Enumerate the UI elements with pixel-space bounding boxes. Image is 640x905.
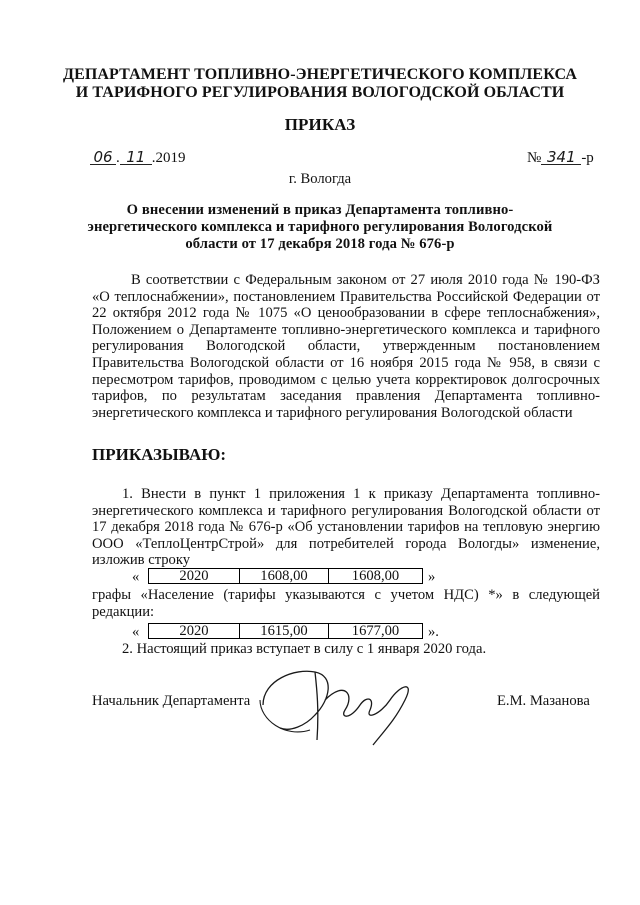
order-number-suffix: -р	[581, 150, 594, 166]
order-date-month: 11	[120, 150, 152, 165]
subject-line2: энергетического комплекса и тарифного регулирования Вологодской	[87, 219, 553, 235]
row-old-value1: 1608,00	[240, 569, 329, 584]
row-old-open-quote: «	[132, 569, 140, 585]
row-new-close-quote: ».	[428, 624, 439, 640]
item-2-paragraph: 2. Настоящий приказ вступает в силу с 1 января 2020 года.	[122, 641, 487, 657]
order-number	[527, 150, 594, 167]
row-old-close-quote: »	[428, 569, 436, 585]
middle-paragraph: графы «Население (тарифы указываются с учетом НДС) *» в следующей редакции:	[92, 587, 600, 620]
signatory-name: Е.М. Мазанова	[497, 693, 590, 709]
tariff-row-old	[148, 568, 423, 584]
order-date-year: .2019	[151, 150, 186, 166]
table-row	[149, 569, 423, 584]
signatory-position: Начальник Департамента	[92, 693, 251, 709]
table-row	[149, 624, 423, 639]
order-date	[90, 150, 186, 167]
subject-line1: О внесении изменений в приказ Департамента топливно-	[126, 202, 514, 218]
order-date-sep: .	[116, 150, 120, 166]
tariff-row-new	[148, 623, 423, 639]
order-date-day: 06	[90, 150, 116, 165]
city: г. Вологда	[288, 171, 352, 187]
department-name-line1: ДЕПАРТАМЕНТ ТОПЛИВНО-ЭНЕРГЕТИЧЕСКОГО КОМПЛЕКСА	[62, 66, 578, 83]
order-word: ПРИКАЗЫВАЮ:	[92, 445, 227, 464]
subject-line3: области от 17 декабря 2018 года № 676-р	[185, 236, 455, 252]
preamble-paragraph: В соответствии с Федеральным законом от 27 июля 2010 года № 190-ФЗ «О теплоснабжении», постановлением Правительства Российской Федерации от 22 октября 2012 года № 1075 «О ценообразовании в сфере теплоснабжения», Положением о Департаменте топливно-энергетического комплекса и тарифного регулирования Вологодской области, утвержденным постановлением Правительства Вологодской области от 16 ноября 2015 года № 958, в связи с пересмотром тарифов, проводимом с целью учета корректировок долгосрочных тарифов, по результатам заседания правления Департамента топливно-энергетического комплекса и тарифного регулирования Вологодской области	[92, 272, 600, 421]
order-number-value: 341	[541, 150, 581, 165]
item-1-paragraph: 1. Внести в пункт 1 приложения 1 к приказу Департамента топливно-энергетического комплекса и тарифного регулирования Вологодской области от 17 декабря 2018 года № 676-р «Об установлении тарифов на тепловую энергию ООО «ТеплоЦентрСтрой» для потребителей города Вологды» изменение, изложив строку	[92, 486, 600, 569]
row-new-value1: 1615,00	[240, 624, 329, 639]
row-old-year: 2020	[149, 569, 240, 584]
row-new-value2: 1677,00	[329, 624, 423, 639]
handwritten-signature	[255, 660, 425, 750]
document-type-title: ПРИКАЗ	[284, 115, 356, 134]
row-new-year: 2020	[149, 624, 240, 639]
row-new-open-quote: «	[132, 624, 140, 640]
department-name-line2: И ТАРИФНОГО РЕГУЛИРОВАНИЯ ВОЛОГОДСКОЙ ОБЛАСТИ	[75, 84, 565, 101]
order-number-sign: №	[527, 150, 542, 166]
row-old-value2: 1608,00	[329, 569, 423, 584]
